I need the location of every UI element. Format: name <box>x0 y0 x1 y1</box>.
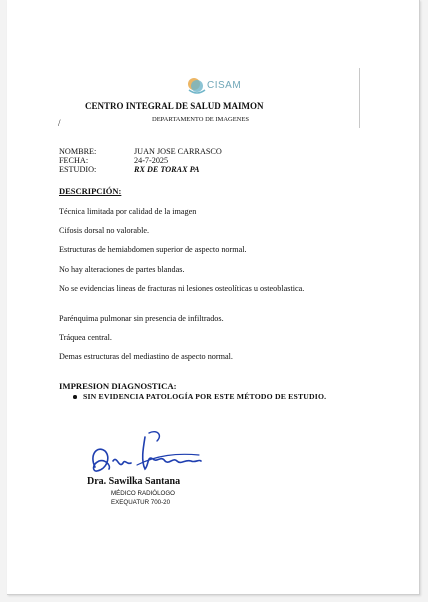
study-value: RX DE TORAX PA <box>134 165 200 174</box>
handwritten-signature <box>87 425 207 480</box>
impression-heading: IMPRESION DIAGNOSTICA: <box>59 381 177 391</box>
logo-text: CISAM <box>207 80 242 91</box>
finding-paragraph: Cifosis dorsal no valorable. <box>59 226 150 235</box>
finding-paragraph: No hay alteraciones de partes blandas. <box>59 265 185 274</box>
bullet-icon <box>73 395 77 399</box>
doctor-name: Dra. Sawilka Santana <box>87 476 181 487</box>
finding-paragraph: No se evidencias lineas de fracturas ni lesiones osteolíticas u osteoblastica. <box>59 284 305 293</box>
finding-paragraph: Demas estructuras del mediastino de aspecto normal. <box>59 352 233 361</box>
document-page <box>7 0 420 595</box>
name-value: JUAN JOSE CARRASCO <box>134 147 222 156</box>
name-label: NOMBRE: <box>59 147 97 156</box>
doctor-exequatur: EXEQUATUR 700-20 <box>111 499 171 506</box>
finding-paragraph: Técnica limitada por calidad de la imagen <box>59 207 197 216</box>
date-label: FECHA: <box>59 156 89 165</box>
department-name: DEPARTAMENTO DE IMAGENES <box>152 116 249 123</box>
description-heading: DESCRIPCIÓN: <box>59 186 122 196</box>
date-value: 24-7-2025 <box>134 156 169 165</box>
finding-paragraph: Parénquima pulmonar sin presencia de infiltrados. <box>59 314 224 323</box>
finding-paragraph: Estructuras de hemiabdomen superior de aspecto normal. <box>59 245 247 254</box>
slash-mark: / <box>58 118 61 128</box>
study-label: ESTUDIO: <box>59 165 97 174</box>
center-title: CENTRO INTEGRAL DE SALUD MAIMON <box>85 101 264 111</box>
finding-paragraph: Tráquea central. <box>59 333 112 342</box>
doctor-role: MÉDICO RADIÓLOGO <box>111 490 175 497</box>
impression-item: SIN EVIDENCIA PATOLOGÍA POR ESTE MÉTODO DE ESTUDIO. <box>83 392 327 401</box>
header-divider <box>359 68 360 128</box>
